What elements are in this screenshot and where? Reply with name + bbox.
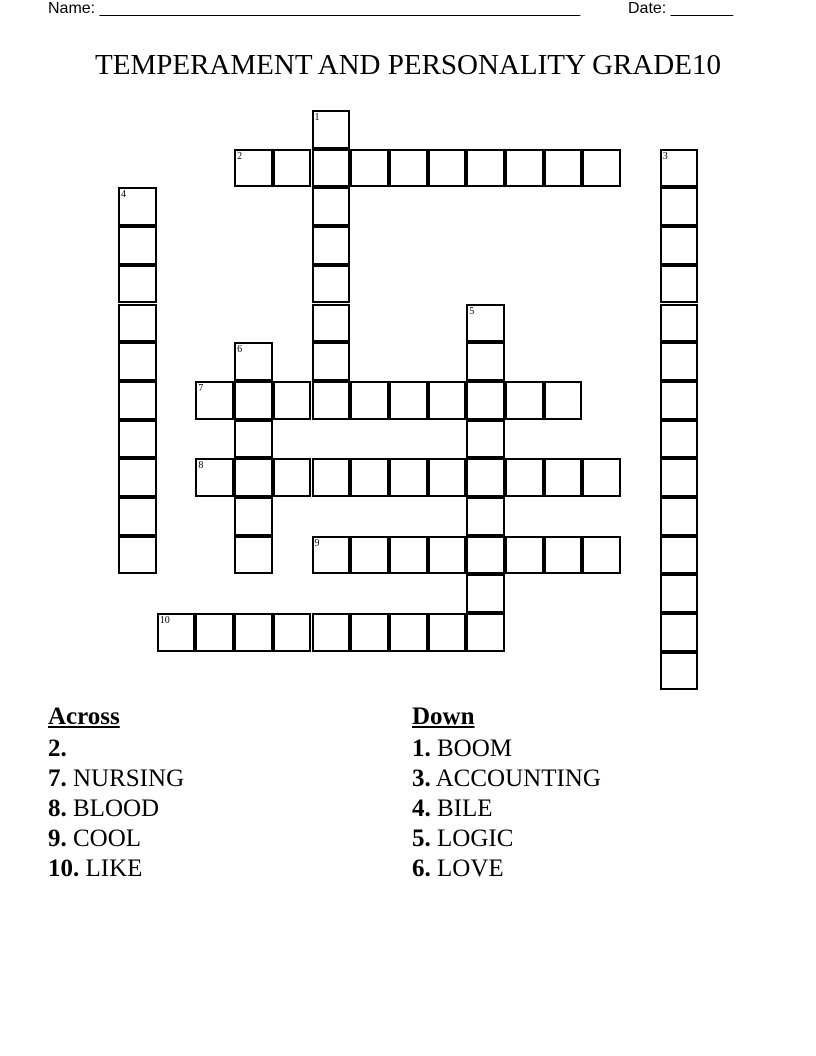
crossword-cell[interactable] bbox=[505, 381, 544, 420]
cell-number: 3 bbox=[662, 150, 668, 162]
crossword-cell[interactable] bbox=[195, 458, 234, 497]
crossword-cell[interactable] bbox=[660, 381, 699, 420]
clue-item bbox=[48, 734, 184, 764]
crossword-cell[interactable] bbox=[466, 574, 505, 613]
clue-number: 1. bbox=[412, 735, 431, 762]
crossword-cell[interactable] bbox=[118, 381, 157, 420]
clue-text: BILE bbox=[437, 795, 493, 822]
name-field-label: Name: ______________________________________________________ bbox=[48, 0, 581, 17]
down-clues bbox=[412, 702, 601, 884]
crossword-cell[interactable] bbox=[660, 536, 699, 575]
crossword-cell[interactable] bbox=[312, 149, 351, 188]
crossword-cell[interactable] bbox=[118, 187, 157, 226]
clue-item bbox=[412, 854, 601, 884]
clue-number: 2. bbox=[48, 735, 67, 762]
crossword-cell[interactable] bbox=[582, 458, 621, 497]
crossword-cell[interactable] bbox=[466, 381, 505, 420]
crossword-cell[interactable] bbox=[273, 381, 312, 420]
clue-number: 8. bbox=[48, 795, 67, 822]
crossword-cell[interactable] bbox=[234, 497, 273, 536]
cell-number: 4 bbox=[121, 189, 126, 201]
cell-number: 2 bbox=[237, 150, 243, 162]
crossword-cell[interactable] bbox=[389, 149, 428, 188]
cell-number: 9 bbox=[314, 537, 320, 549]
crossword-cell[interactable] bbox=[234, 458, 273, 497]
crossword-cell[interactable] bbox=[660, 574, 699, 613]
crossword-cell[interactable] bbox=[350, 536, 389, 575]
crossword-cell[interactable] bbox=[660, 652, 699, 691]
date-field-label: Date: _______ bbox=[628, 0, 733, 17]
crossword-cell[interactable] bbox=[118, 342, 157, 381]
clue-text: LOGIC bbox=[437, 825, 514, 852]
crossword-cell[interactable] bbox=[466, 536, 505, 575]
across-clues bbox=[48, 702, 184, 884]
crossword-cell[interactable] bbox=[312, 265, 351, 304]
crossword-cell[interactable] bbox=[466, 497, 505, 536]
clue-number: 10. bbox=[48, 855, 80, 882]
crossword-cell[interactable] bbox=[660, 304, 699, 343]
cell-number: 1 bbox=[314, 112, 320, 123]
clue-item bbox=[48, 794, 184, 824]
crossword-cell[interactable] bbox=[466, 342, 505, 381]
crossword-cell[interactable] bbox=[466, 304, 505, 343]
clue-item bbox=[412, 794, 601, 824]
crossword-cell[interactable] bbox=[389, 458, 428, 497]
clue-text: ACCOUNTING bbox=[435, 765, 601, 792]
crossword-cell[interactable] bbox=[350, 149, 389, 188]
clue-text: LOVE bbox=[437, 855, 504, 882]
cell-number: 7 bbox=[198, 382, 204, 394]
clue-text: BLOOD bbox=[73, 795, 160, 822]
crossword-cell[interactable] bbox=[312, 226, 351, 265]
cell-number: 6 bbox=[237, 344, 243, 356]
clue-text: LIKE bbox=[85, 855, 143, 882]
crossword-cell[interactable] bbox=[118, 458, 157, 497]
crossword-cell[interactable] bbox=[312, 187, 351, 226]
crossword-cell[interactable] bbox=[312, 110, 351, 149]
crossword-cell[interactable] bbox=[428, 149, 467, 188]
cell-number: 10 bbox=[159, 615, 170, 627]
crossword-cell[interactable] bbox=[273, 149, 312, 188]
crossword-cell[interactable] bbox=[466, 458, 505, 497]
clue-item bbox=[48, 824, 184, 854]
crossword-cell[interactable] bbox=[118, 497, 157, 536]
crossword-cell[interactable] bbox=[505, 149, 544, 188]
crossword-cell[interactable] bbox=[466, 149, 505, 188]
crossword-cell[interactable] bbox=[389, 536, 428, 575]
crossword-cell[interactable] bbox=[118, 420, 157, 459]
crossword-cell[interactable] bbox=[234, 342, 273, 381]
clue-number: 6. bbox=[412, 855, 431, 882]
clue-item bbox=[412, 734, 601, 764]
crossword-cell[interactable] bbox=[350, 381, 389, 420]
crossword-cell[interactable] bbox=[660, 497, 699, 536]
crossword-cell[interactable] bbox=[234, 536, 273, 575]
crossword-cell[interactable] bbox=[118, 265, 157, 304]
crossword-cell[interactable] bbox=[389, 381, 428, 420]
crossword-cell[interactable] bbox=[466, 420, 505, 459]
clue-text: COOL bbox=[73, 825, 142, 852]
crossword-cell[interactable] bbox=[234, 149, 273, 188]
crossword-cell[interactable] bbox=[234, 613, 273, 652]
cell-number: 5 bbox=[469, 305, 475, 317]
crossword-cell[interactable] bbox=[234, 420, 273, 459]
crossword-cell[interactable] bbox=[466, 613, 505, 652]
clue-text: BOOM bbox=[437, 735, 513, 762]
crossword-cell[interactable] bbox=[312, 381, 351, 420]
clue-number: 7. bbox=[48, 765, 67, 792]
crossword-cell[interactable] bbox=[312, 613, 351, 652]
crossword-cell[interactable] bbox=[582, 149, 621, 188]
crossword-cell[interactable] bbox=[195, 381, 234, 420]
crossword-cell[interactable] bbox=[350, 458, 389, 497]
crossword-cell[interactable] bbox=[273, 458, 312, 497]
clue-item bbox=[412, 764, 601, 794]
crossword-cell[interactable] bbox=[660, 149, 699, 188]
crossword-cell[interactable] bbox=[157, 613, 196, 652]
crossword-cell[interactable] bbox=[428, 458, 467, 497]
crossword-cell[interactable] bbox=[660, 613, 699, 652]
clue-item bbox=[412, 824, 601, 854]
crossword-cell[interactable] bbox=[582, 536, 621, 575]
crossword-cell[interactable] bbox=[660, 458, 699, 497]
crossword-cell[interactable] bbox=[118, 536, 157, 575]
crossword-cell[interactable] bbox=[544, 536, 583, 575]
clue-number: 3. bbox=[412, 765, 431, 792]
clue-text: NURSING bbox=[73, 765, 185, 792]
clue-number: 5. bbox=[412, 825, 431, 852]
crossword-cell[interactable] bbox=[389, 613, 428, 652]
crossword-cell[interactable] bbox=[312, 536, 351, 575]
clue-number: 4. bbox=[412, 795, 431, 822]
crossword-cell[interactable] bbox=[660, 342, 699, 381]
across-heading: Across bbox=[48, 703, 120, 730]
crossword-cell[interactable] bbox=[428, 536, 467, 575]
crossword-cell[interactable] bbox=[428, 381, 467, 420]
clue-item bbox=[48, 854, 184, 884]
crossword-cell[interactable] bbox=[505, 458, 544, 497]
crossword-cell[interactable] bbox=[544, 381, 583, 420]
crossword-cell[interactable] bbox=[660, 226, 699, 265]
clue-number: 9. bbox=[48, 825, 67, 852]
page-title: TEMPERAMENT AND PERSONALITY GRADE10 bbox=[95, 49, 721, 81]
crossword-cell[interactable] bbox=[505, 536, 544, 575]
crossword-cell[interactable] bbox=[660, 187, 699, 226]
crossword-cell[interactable] bbox=[312, 304, 351, 343]
crossword-cell[interactable] bbox=[234, 381, 273, 420]
down-heading: Down bbox=[412, 703, 475, 730]
cell-number: 8 bbox=[198, 460, 204, 472]
crossword-cell[interactable] bbox=[312, 342, 351, 381]
crossword-cell[interactable] bbox=[544, 149, 583, 188]
crossword-cell[interactable] bbox=[195, 613, 234, 652]
crossword-cell[interactable] bbox=[660, 420, 699, 459]
crossword-cell[interactable] bbox=[660, 265, 699, 304]
crossword-cell[interactable] bbox=[350, 613, 389, 652]
clue-item bbox=[48, 764, 184, 794]
crossword-cell[interactable] bbox=[428, 613, 467, 652]
crossword-cell[interactable] bbox=[544, 458, 583, 497]
crossword-cell[interactable] bbox=[118, 226, 157, 265]
crossword-cell[interactable] bbox=[118, 304, 157, 343]
crossword-cell[interactable] bbox=[273, 613, 312, 652]
crossword-cell[interactable] bbox=[312, 458, 351, 497]
